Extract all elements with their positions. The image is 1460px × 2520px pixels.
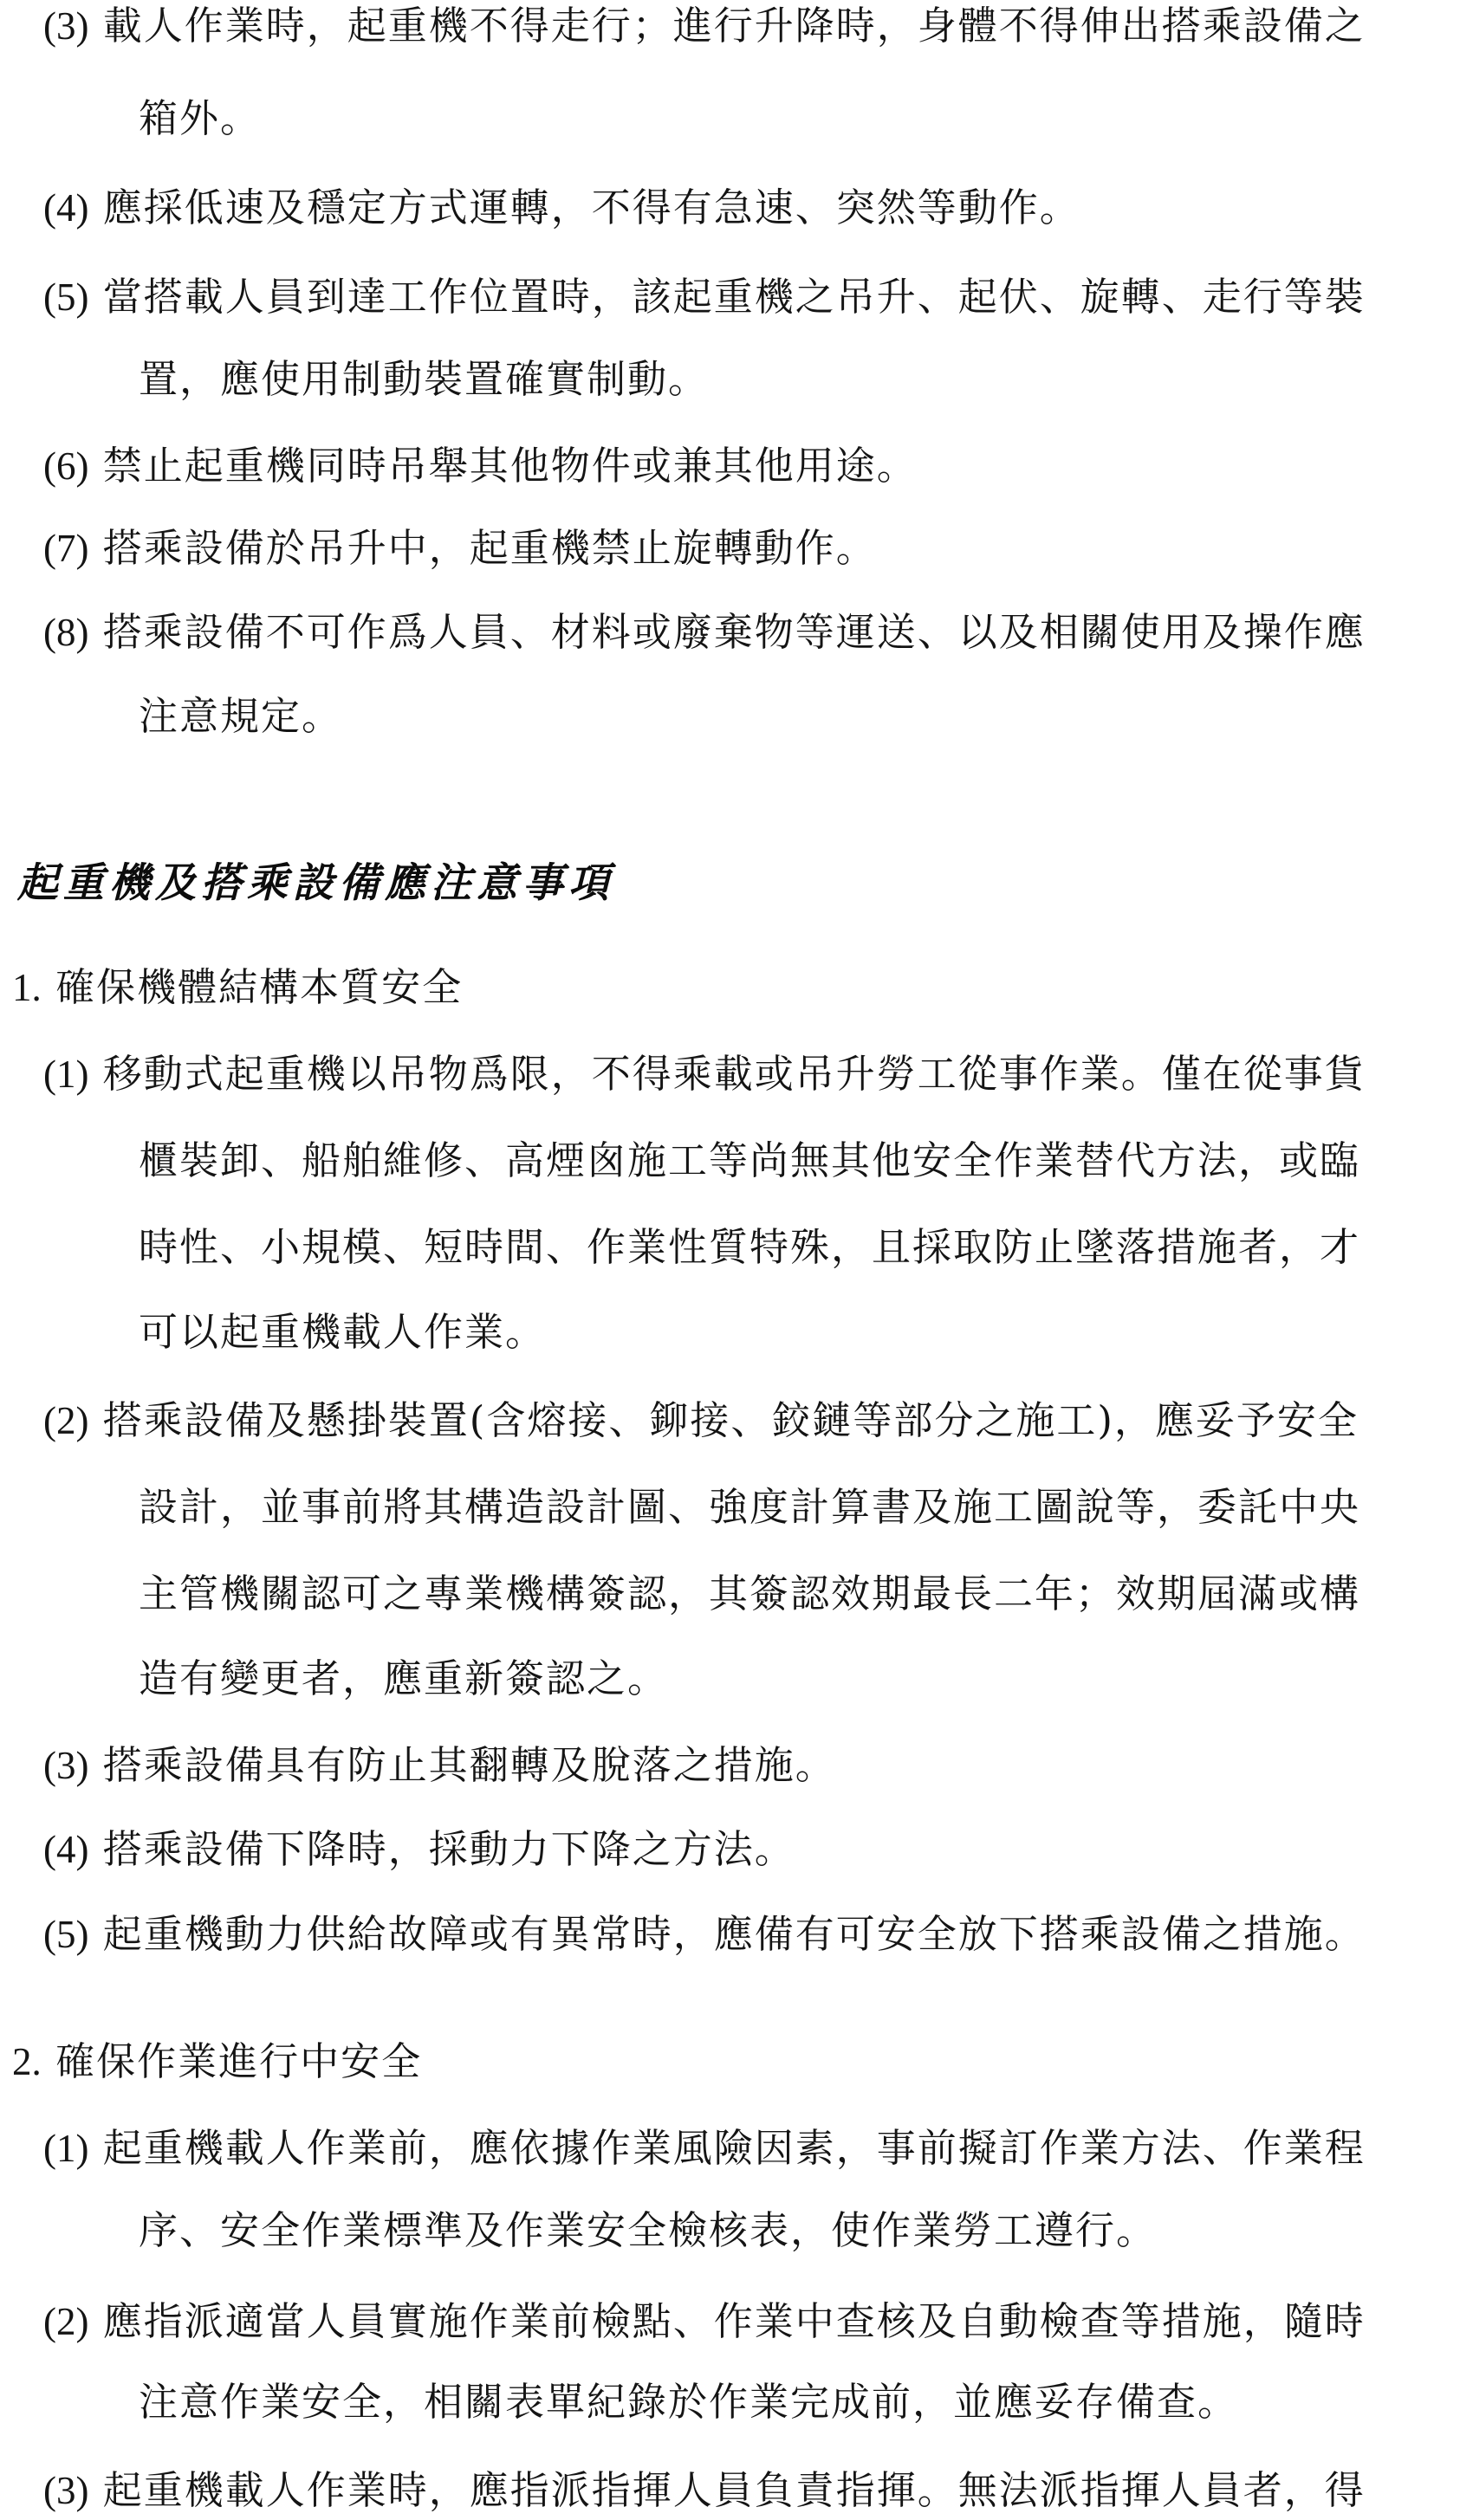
item-number: (5) — [43, 1913, 89, 1956]
item-text: 置，應使用制動裝置確實制動。 — [139, 356, 710, 402]
item-text: 注意作業安全，相關表單紀錄於作業完成前，並應妥存備查。 — [139, 2379, 1239, 2425]
item-number: (3) — [43, 2469, 89, 2512]
s1-item-5 — [43, 1908, 1366, 1960]
list-item-5 — [43, 271, 1366, 323]
item-number: (4) — [43, 186, 89, 230]
item-text: 設計，並事前將其構造設計圖、強度計算書及施工圖說等，委託中央 — [139, 1484, 1361, 1530]
item-text: 搭乘設備及懸掛裝置(含熔接、鉚接、鉸鏈等部分之施工)，應妥予安全 — [102, 1397, 1359, 1443]
s1-item-4 — [43, 1824, 795, 1875]
section-1-title — [12, 962, 463, 1014]
s1-item-2-cont — [139, 1481, 1360, 1533]
item-text: 起重機動力供給故障或有異常時，應備有可安全放下搭乘設備之措施。 — [102, 1911, 1366, 1957]
item-text: 搭乘設備下降時，採動力下降之方法。 — [102, 1826, 795, 1872]
s2-item-1-cont — [139, 2205, 1157, 2257]
item-text: 應採低速及穩定方式運轉，不得有急速、突然等動作。 — [102, 185, 1080, 230]
item-number: (4) — [43, 1828, 89, 1871]
item-text: 搭乘設備具有防止其翻轉及脫落之措施。 — [102, 1742, 836, 1788]
item-number: (3) — [43, 4, 89, 48]
item-number: (6) — [43, 444, 89, 488]
s1-item-3 — [43, 1739, 836, 1791]
list-item-7 — [43, 522, 877, 574]
s1-item-1-cont — [139, 1306, 546, 1358]
list-item-3-cont — [139, 93, 261, 145]
item-number: (1) — [43, 2127, 89, 2170]
item-text: 移動式起重機以吊物爲限，不得乘載或吊升勞工從事作業。僅在從事貨 — [102, 1051, 1366, 1097]
section-number: 2. — [12, 2040, 42, 2083]
list-item-3 — [43, 0, 1366, 52]
item-text: 應指派適當人員實施作業前檢點、作業中查核及自動檢查等措施，隨時 — [102, 2298, 1366, 2344]
item-number: (5) — [43, 275, 89, 319]
section-title: 確保機體結構本質安全 — [55, 964, 464, 1010]
list-item-8 — [43, 606, 1366, 658]
item-number: (2) — [43, 1399, 89, 1442]
list-item-8-cont — [139, 690, 342, 742]
s1-item-2-cont — [139, 1568, 1360, 1620]
item-number: (2) — [43, 2300, 89, 2343]
item-text: 注意規定。 — [139, 693, 343, 739]
item-text: 主管機關認可之專業機構簽認，其簽認效期最長二年；效期屆滿或構 — [139, 1571, 1361, 1616]
item-text: 可以起重機載人作業。 — [139, 1309, 547, 1355]
item-text: 時性、小規模、短時間、作業性質特殊，且採取防止墜落措施者，才 — [139, 1224, 1361, 1270]
s2-item-1 — [43, 2122, 1366, 2174]
section-title: 確保作業進行中安全 — [55, 2038, 423, 2084]
item-text: 造有變更者，應重新簽認之。 — [139, 1655, 669, 1701]
item-text: 箱外。 — [139, 95, 262, 141]
s1-item-2-cont — [139, 1653, 668, 1705]
item-number: (7) — [43, 527, 89, 570]
s2-item-2 — [43, 2296, 1366, 2348]
section-2-title — [12, 2036, 422, 2088]
item-number: (8) — [43, 611, 89, 654]
s1-item-2 — [43, 1395, 1359, 1447]
item-number: (3) — [43, 1744, 89, 1787]
item-text: 載人作業時，起重機不得走行；進行升降時，身體不得伸出搭乘設備之 — [102, 3, 1366, 49]
s2-item-3 — [43, 2465, 1366, 2517]
item-text: 搭乘設備不可作爲人員、材料或廢棄物等運送、以及相關使用及操作應 — [102, 609, 1366, 655]
s1-item-1-cont — [139, 1221, 1360, 1273]
item-text: 搭乘設備於吊升中，起重機禁止旋轉動作。 — [102, 525, 877, 571]
s1-item-1-cont — [139, 1135, 1360, 1187]
s1-item-1 — [43, 1048, 1366, 1100]
item-text: 起重機載人作業前，應依據作業風險因素，事前擬訂作業方法、作業程 — [102, 2125, 1366, 2171]
section-heading: 起重機及搭乘設備應注意事項 — [17, 859, 614, 907]
s2-item-2-cont — [139, 2376, 1238, 2428]
item-text: 序、安全作業標準及作業安全檢核表，使作業勞工遵行。 — [139, 2207, 1158, 2253]
item-number: (1) — [43, 1053, 89, 1096]
list-item-6 — [43, 440, 918, 492]
item-text: 禁止起重機同時吊舉其他物件或兼其他用途。 — [102, 443, 918, 489]
section-number: 1. — [12, 966, 42, 1009]
list-item-4 — [43, 182, 1080, 234]
list-item-5-cont — [139, 353, 709, 405]
item-text: 櫃裝卸、船舶維修、高煙囪施工等尚無其他安全作業替代方法，或臨 — [139, 1137, 1361, 1183]
item-text: 當搭載人員到達工作位置時，該起重機之吊升、起伏、旋轉、走行等裝 — [102, 274, 1366, 320]
item-text: 起重機載人作業時，應指派指揮人員負責指揮。無法派指揮人員者，得 — [102, 2467, 1366, 2513]
